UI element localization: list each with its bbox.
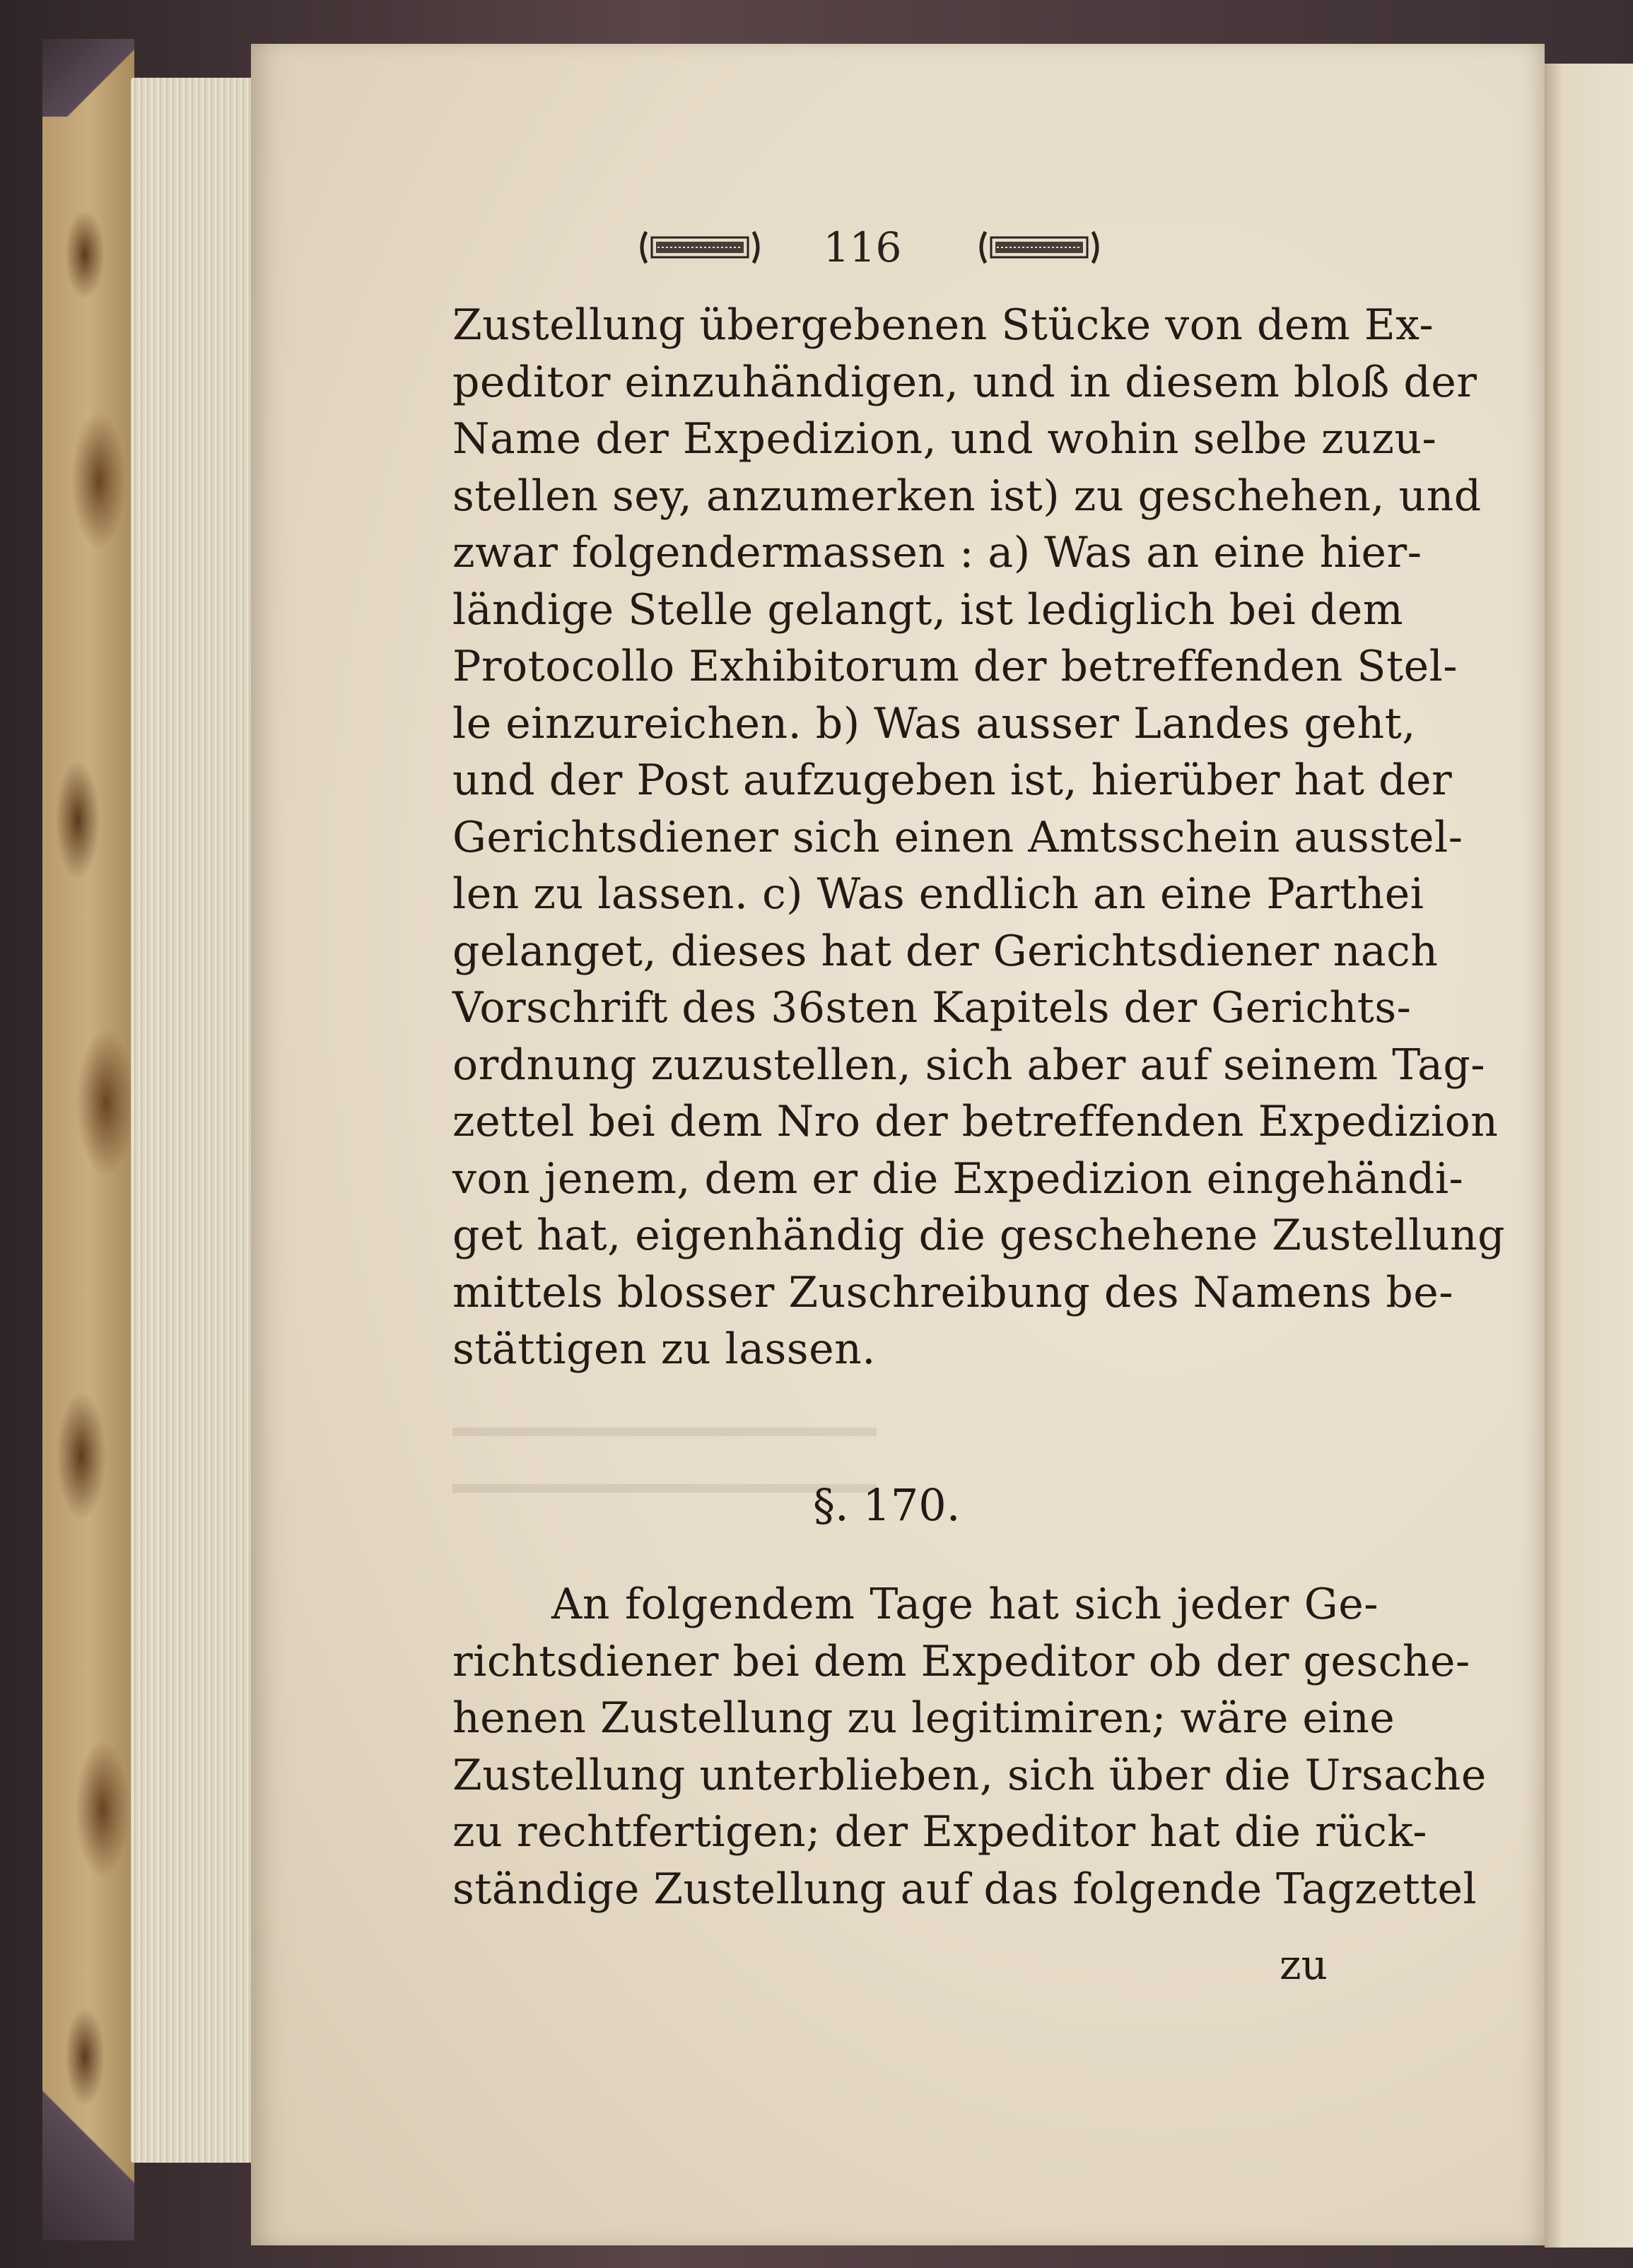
text-line: stellen sey, anzumerken ist) zu geschehen, und (452, 471, 1482, 521)
text-line: richtsdiener bei dem Expeditor ob der gesche- (452, 1636, 1470, 1686)
ornament-bar-icon (636, 228, 763, 267)
cover-corner-top (42, 39, 134, 117)
section-heading: §. 170. (813, 1479, 961, 1531)
text-line: Protocollo Exhibitorum der betreffenden Stel- (452, 642, 1458, 691)
text-line: Gerichtsdiener sich einen Amtsschein ausstel- (452, 812, 1463, 862)
text-line: An folgendem Tage hat sich jeder Ge- (551, 1580, 1379, 1629)
next-page-edge (1545, 64, 1633, 2248)
text-line: ordnung zuzustellen, sich aber auf seinem Tag- (452, 1040, 1486, 1090)
text-line: le einzureichen. b) Was ausser Landes geht, (452, 698, 1416, 748)
text-line: Zustellung unterblieben, sich über die Ursache (452, 1750, 1487, 1800)
book-cover-board (42, 42, 134, 2233)
text-line: zettel bei dem Nro der betreffenden Expedizion (452, 1097, 1499, 1146)
text-line: von jenem, dem er die Expedizion eingehändi- (452, 1153, 1464, 1204)
text-line: stättigen zu lassen. (452, 1324, 876, 1374)
text-line: peditor einzuhändigen, und in diesem bloß der (452, 357, 1477, 407)
text-line: len zu lassen. c) Was endlich an eine Parthei (452, 869, 1424, 919)
paragraph-body (452, 1576, 1487, 1917)
text-line: zu rechtfertigen; der Expeditor hat die rück- (452, 1807, 1428, 1857)
ornament-bar-icon (976, 228, 1103, 267)
text-line: mittels blosser Zuschreibung des Namens be- (452, 1267, 1454, 1317)
text-line: henen Zustellung zu legitimiren; wäre eine (452, 1693, 1395, 1743)
text-line: gelanget, dieses hat der Gerichtsdiener nach (452, 926, 1439, 976)
text-line: und der Post aufzugeben ist, hierüber hat der (452, 756, 1453, 805)
text-line: Vorschrift des 36sten Kapitels der Gerichts- (452, 983, 1412, 1033)
text-line: Zustellung übergebenen Stücke von dem Ex- (452, 300, 1434, 350)
text-line: Name der Expedizion, und wohin selbe zuzu- (452, 414, 1437, 464)
page-edges (131, 78, 254, 2163)
text-line: get hat, eigenhändig die geschehene Zustellung (452, 1211, 1505, 1260)
catchword: zu (1280, 1941, 1328, 1989)
page-header (636, 219, 1145, 276)
text-line: ländige Stelle gelangt, ist lediglich bei dem (452, 584, 1404, 635)
text-line: ständige Zustellung auf das folgende Tagzettel (452, 1864, 1477, 1914)
page-number: 116 (823, 223, 902, 271)
paragraph-body (452, 297, 1505, 1378)
cover-corner-bottom (42, 2085, 134, 2240)
text-line: zwar folgendermassen : a) Was an eine hier- (452, 528, 1422, 577)
